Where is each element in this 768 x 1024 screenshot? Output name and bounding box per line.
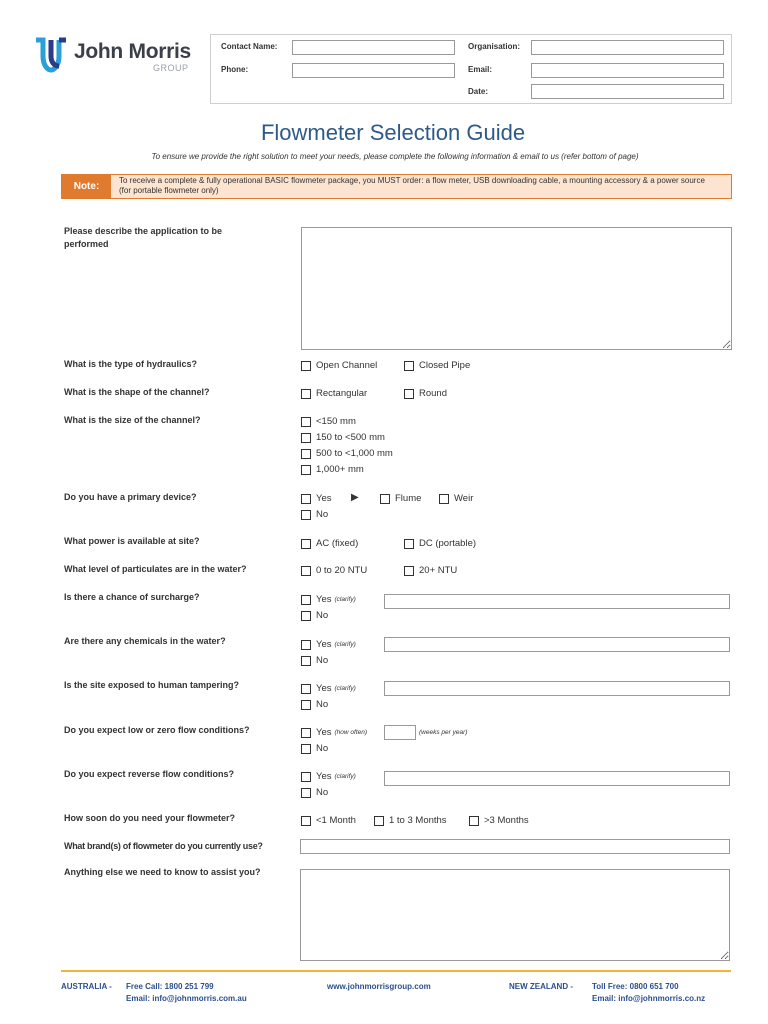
date-label: Date:: [468, 87, 489, 96]
question-reverse-flow: Do you expect reverse flow conditions?: [64, 769, 235, 779]
note-box: [61, 174, 732, 199]
checkbox[interactable]: [301, 566, 311, 576]
option-dc-portable[interactable]: DC (portable): [404, 538, 476, 549]
option-1-3-months[interactable]: 1 to 3 Months: [374, 815, 447, 826]
logo-name: John Morris: [74, 40, 191, 63]
checkbox[interactable]: [301, 788, 311, 798]
question-hydraulics: What is the type of hydraulics?: [64, 359, 198, 369]
reverse-clarify-field[interactable]: [384, 771, 730, 786]
question-particulates: What level of particulates are in the water?: [64, 564, 247, 574]
option-gt3-months[interactable]: >3 Months: [469, 815, 529, 826]
option-size-500-1000[interactable]: 500 to <1,000 mm: [301, 448, 393, 459]
question-size: What is the size of the channel?: [64, 415, 201, 425]
footer-nz-phone: Toll Free: 0800 651 700: [592, 982, 679, 991]
checkbox[interactable]: [374, 816, 384, 826]
checkbox[interactable]: [301, 656, 311, 666]
checkbox[interactable]: [301, 539, 311, 549]
checkbox[interactable]: [301, 744, 311, 754]
option-reverse-no[interactable]: No: [301, 787, 328, 798]
option-size-1000plus[interactable]: 1,000+ mm: [301, 464, 364, 475]
checkbox[interactable]: [301, 449, 311, 459]
question-chemicals: Are there any chemicals in the water?: [64, 636, 226, 646]
lowflow-weeks-field[interactable]: [384, 725, 416, 740]
option-round[interactable]: Round: [404, 388, 447, 399]
option-lowflow-yes[interactable]: Yes (how often): [301, 727, 367, 738]
phone-field[interactable]: [292, 63, 455, 78]
option-surcharge-yes[interactable]: Yes (clarify): [301, 594, 356, 605]
anything-else-textarea[interactable]: [300, 869, 730, 961]
option-chemicals-yes[interactable]: Yes (clarify): [301, 639, 356, 650]
option-weir[interactable]: Weir: [439, 493, 473, 504]
option-20plus-ntu[interactable]: 20+ NTU: [404, 565, 457, 576]
checkbox[interactable]: [301, 684, 311, 694]
option-primary-no[interactable]: No: [301, 509, 328, 520]
option-open-channel[interactable]: Open Channel: [301, 360, 377, 371]
organisation-field[interactable]: [531, 40, 724, 55]
question-brands: What brand(s) of flowmeter do you currently use?: [64, 841, 263, 851]
option-primary-yes[interactable]: Yes: [301, 493, 332, 504]
question-anything-else: Anything else we need to know to assist you?: [64, 867, 261, 877]
note-text: To receive a complete & fully operational BASIC flowmeter package, you MUST order: a flow meter, USB downloading cable, a mounting accessory & a power source (for portable flowmeter only): [119, 176, 705, 195]
checkbox[interactable]: [301, 728, 311, 738]
question-power: What power is available at site?: [64, 536, 200, 546]
footer-nz-email[interactable]: Email: info@johnmorris.co.nz: [592, 994, 706, 1003]
question-primary-device: Do you have a primary device?: [64, 492, 197, 502]
footer-nz-label: NEW ZEALAND -: [509, 982, 573, 991]
checkbox[interactable]: [301, 640, 311, 650]
checkbox[interactable]: [301, 465, 311, 475]
checkbox[interactable]: [301, 595, 311, 605]
checkbox[interactable]: [301, 433, 311, 443]
note-tag: Note:: [62, 175, 111, 198]
checkbox[interactable]: [301, 361, 311, 371]
phone-label: Phone:: [221, 65, 249, 74]
option-surcharge-no[interactable]: No: [301, 610, 328, 621]
checkbox[interactable]: [404, 389, 414, 399]
page-subtitle: To ensure we provide the right solution to meet your needs, please complete the following information & email to us (refer bottom of page): [151, 152, 639, 161]
checkbox[interactable]: [301, 611, 311, 621]
footer-au-phone: Free Call: 1800 251 799: [126, 982, 214, 991]
question-low-flow: Do you expect low or zero flow conditions?: [64, 725, 250, 735]
option-size-150-500[interactable]: 150 to <500 mm: [301, 432, 385, 443]
contact-details-box: [210, 34, 732, 104]
checkbox[interactable]: [301, 510, 311, 520]
email-field[interactable]: [531, 63, 724, 78]
checkbox[interactable]: [301, 494, 311, 504]
option-lt1-month[interactable]: <1 Month: [301, 815, 356, 826]
date-field[interactable]: [531, 84, 724, 99]
tampering-clarify-field[interactable]: [384, 681, 730, 696]
company-logo: [34, 36, 194, 80]
logo-group: GROUP: [153, 63, 189, 73]
footer-divider: [61, 970, 731, 972]
option-chemicals-no[interactable]: No: [301, 655, 328, 666]
contact-name-field[interactable]: [292, 40, 455, 55]
checkbox[interactable]: [469, 816, 479, 826]
page-title: Flowmeter Selection Guide: [260, 120, 526, 145]
checkbox[interactable]: [301, 389, 311, 399]
footer-au-label: AUSTRALIA -: [61, 982, 112, 991]
option-reverse-yes[interactable]: Yes (clarify): [301, 771, 356, 782]
footer-website[interactable]: www.johnmorrisgroup.com: [327, 982, 431, 991]
option-size-lt150[interactable]: <150 mm: [301, 416, 356, 427]
organisation-label: Organisation:: [468, 42, 521, 51]
weeks-per-year-label: (weeks per year): [419, 729, 468, 736]
checkbox[interactable]: [301, 417, 311, 427]
checkbox[interactable]: [439, 494, 449, 504]
option-0-20-ntu[interactable]: 0 to 20 NTU: [301, 565, 367, 576]
question-surcharge: Is there a chance of surcharge?: [64, 592, 200, 602]
checkbox[interactable]: [380, 494, 390, 504]
checkbox[interactable]: [301, 772, 311, 782]
checkbox[interactable]: [301, 816, 311, 826]
contact-name-label: Contact Name:: [221, 42, 278, 51]
checkbox[interactable]: [404, 566, 414, 576]
checkbox[interactable]: [404, 361, 414, 371]
option-lowflow-no[interactable]: No: [301, 743, 328, 754]
option-rectangular[interactable]: Rectangular: [301, 388, 367, 399]
surcharge-clarify-field[interactable]: [384, 594, 730, 609]
chemicals-clarify-field[interactable]: [384, 637, 730, 652]
arrow-right-icon: ▶: [351, 492, 359, 503]
brands-field[interactable]: [300, 839, 730, 854]
option-ac-fixed[interactable]: AC (fixed): [301, 538, 358, 549]
option-flume[interactable]: Flume: [380, 493, 421, 504]
checkbox[interactable]: [301, 700, 311, 710]
option-tampering-no[interactable]: No: [301, 699, 328, 710]
option-tampering-yes[interactable]: Yes (clarify): [301, 683, 356, 694]
question-application: Please describe the application to be performed: [64, 226, 223, 249]
checkbox[interactable]: [404, 539, 414, 549]
question-shape: What is the shape of the channel?: [64, 387, 210, 397]
question-how-soon: How soon do you need your flowmeter?: [64, 813, 236, 823]
question-tampering: Is the site exposed to human tampering?: [64, 680, 240, 690]
jm-logo-icon: [34, 36, 68, 78]
option-closed-pipe[interactable]: Closed Pipe: [404, 360, 470, 371]
footer-au-email[interactable]: Email: info@johnmorris.com.au: [126, 994, 247, 1003]
application-textarea[interactable]: [301, 227, 732, 350]
email-label: Email:: [468, 65, 493, 74]
